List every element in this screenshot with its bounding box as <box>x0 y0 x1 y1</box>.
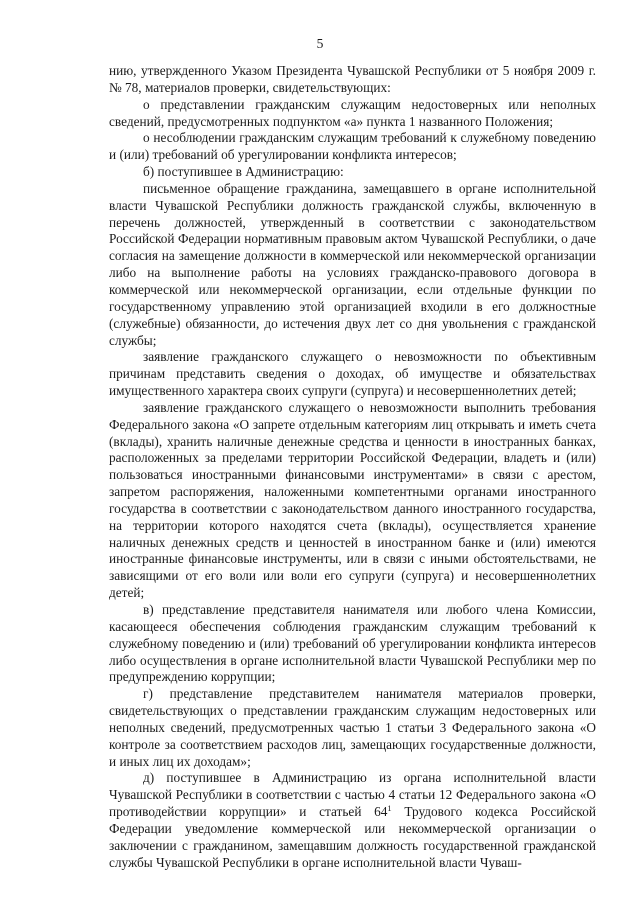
paragraph-foreign-accounts: заявление гражданского служащего о невозможности выполнить требования Федерального закона «О запрете отдельным категориям лиц открывать и иметь счета (вклады), хранить наличные денежные средства и ценности в иностранных банках, расположенных за пределами территории Российской Федерации, владеть и (или) пользоваться иностранными финансовыми инструментами» в связи с арестом, запретом распоряжения, наложенными компетентными органами иностранного государства в соответствии с законодательством данного иностранного государства, на территории которого находятся счета (вклады), осуществляется хранение наличных денежных средств и ценностей в иностранном банке и (или) имеются иностранные финансовые инструменты, или в связи с иными обстоятельствами, не зависящими от его воли или воли его супруги (супруга) и несовершеннолетних детей; <box>109 399 596 601</box>
paragraph-item-d <box>109 770 596 871</box>
paragraph-intro: нию, утвержденного Указом Президента Чувашской Республики от 5 ноября 2009 г. № 78, материалов проверки, свидетельствующих: <box>109 63 596 95</box>
paragraph-item-d-text-end: Трудового кодекса Российской Федерации уведомление коммерческой или некоммерческой организации о заключении с гражданином, замещавшим должность государственной гражданской службы Чувашской Республики в органе исполнительной власти Чуваш- <box>109 804 596 870</box>
paragraph-item-b: б) поступившее в Администрацию: <box>143 164 344 180</box>
paragraph-item-v: в) представление представителя нанимателя или любого члена Комиссии, касающееся обеспечения соблюдения гражданским служащим требований к служебному поведению и (или) требований об урегулировании конфликта интересов либо осуществления в органе исполнительной власти Чувашской Республики мер по предупреждению коррупции; <box>109 602 596 685</box>
paragraph-item-d-text-start: д) поступившее в Администрацию из органа исполнительной власти Чувашской Республики в соответствии с частью 4 статьи 12 Федерального закона «О противодействии коррупции» и статьей 64 <box>109 770 596 820</box>
paragraph-written-appeal: письменное обращение гражданина, замещавшего в органе исполнительной власти Чувашской Республики должность гражданской службы, включенную в перечень должностей, утвержденный в соответствии с законодательством Российской Федерации нормативным правовым актом Чувашской Республики, о даче согласия на замещение должности в коммерческой или некоммерческой организации либо на выполнение работы на условиях гражданско-правового договора в коммерческой или некоммерческой организации, если отдельные функции по государственному управлению этой организацией входили в его должностные (служебные) обязанности, до истечения двух лет со дня увольнения с гражданской службы; <box>109 180 596 348</box>
paragraph-income-statement: заявление гражданского служащего о невозможности по объективным причинам представить сведения о доходах, об имуществе и обязательствах имущественного характера своих супруги (супруга) и несовершеннолетних детей; <box>109 349 596 399</box>
document-body <box>109 63 596 872</box>
paragraph-item-g: г) представление представителем нанимателя материалов проверки, свидетельствующих о представлении гражданским служащим недостоверных или неполных сведений, предусмотренных частью 1 статьи 3 Федерального закона «О контроле за соответствием расходов лиц, замещающих государственные должности, и иных лиц их доходам»; <box>109 686 596 769</box>
article-superscript: 1 <box>387 803 392 814</box>
page-number: 5 <box>316 36 324 51</box>
paragraph-false-information: о представлении гражданским служащим недостоверных или неполных сведений, предусмотренных подпунктом «а» пункта 1 названного Положения; <box>109 96 596 129</box>
paragraph-non-compliance: о несоблюдении гражданским служащим требований к служебному поведению и (или) требований об урегулировании конфликта интересов; <box>109 130 596 163</box>
